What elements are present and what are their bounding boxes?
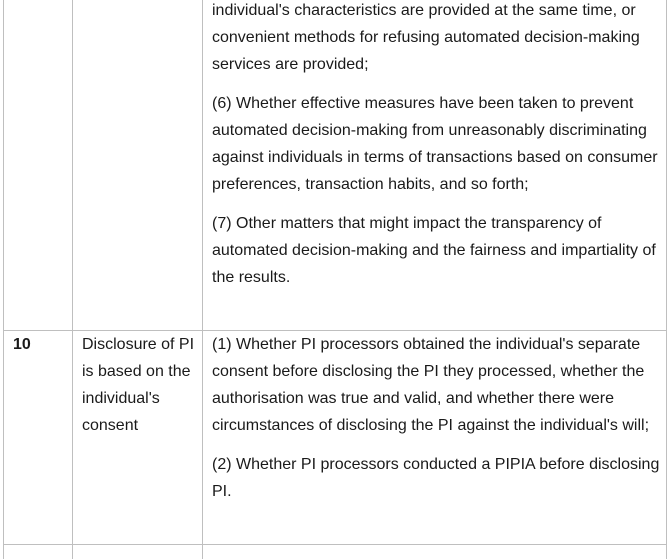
table-border-right — [666, 0, 667, 559]
assessment-table — [3, 0, 667, 559]
requirement-paragraph: (6) Whether effective measures have been taken to prevent automated decision-making from unreasonably discriminating against individuals in terms of transactions based on consumer preferences, transaction habits, and so forth; — [212, 95, 658, 193]
requirement-cell — [212, 331, 664, 505]
column-divider-2 — [202, 0, 203, 559]
requirement-paragraph: (1) Whether PI processors obtained the individual's separate consent before disclosing the PI they processed, whether the authorisation was true and valid, and whether there were circumstances of disclosing the PI against the individual's will; — [212, 336, 650, 434]
item-cell: Disclosure of PI is based on the individual's consent — [82, 336, 195, 434]
table-border-left — [3, 0, 4, 559]
requirement-paragraph: (2) Whether PI processors conducted a PIPIA before disclosing PI. — [212, 456, 660, 500]
requirement-paragraph: (7) Other matters that might impact the transparency of automated decision-making and the fairness and impartiality of the results. — [212, 215, 656, 286]
requirement-cell — [212, 0, 664, 291]
requirement-paragraph: individual's characteristics are provided at the same time, or convenient methods for refusing automated decision-making services are provided; — [212, 2, 640, 73]
row-number: 10 — [13, 336, 31, 353]
row-divider-2 — [3, 544, 667, 545]
column-divider-1 — [72, 0, 73, 559]
